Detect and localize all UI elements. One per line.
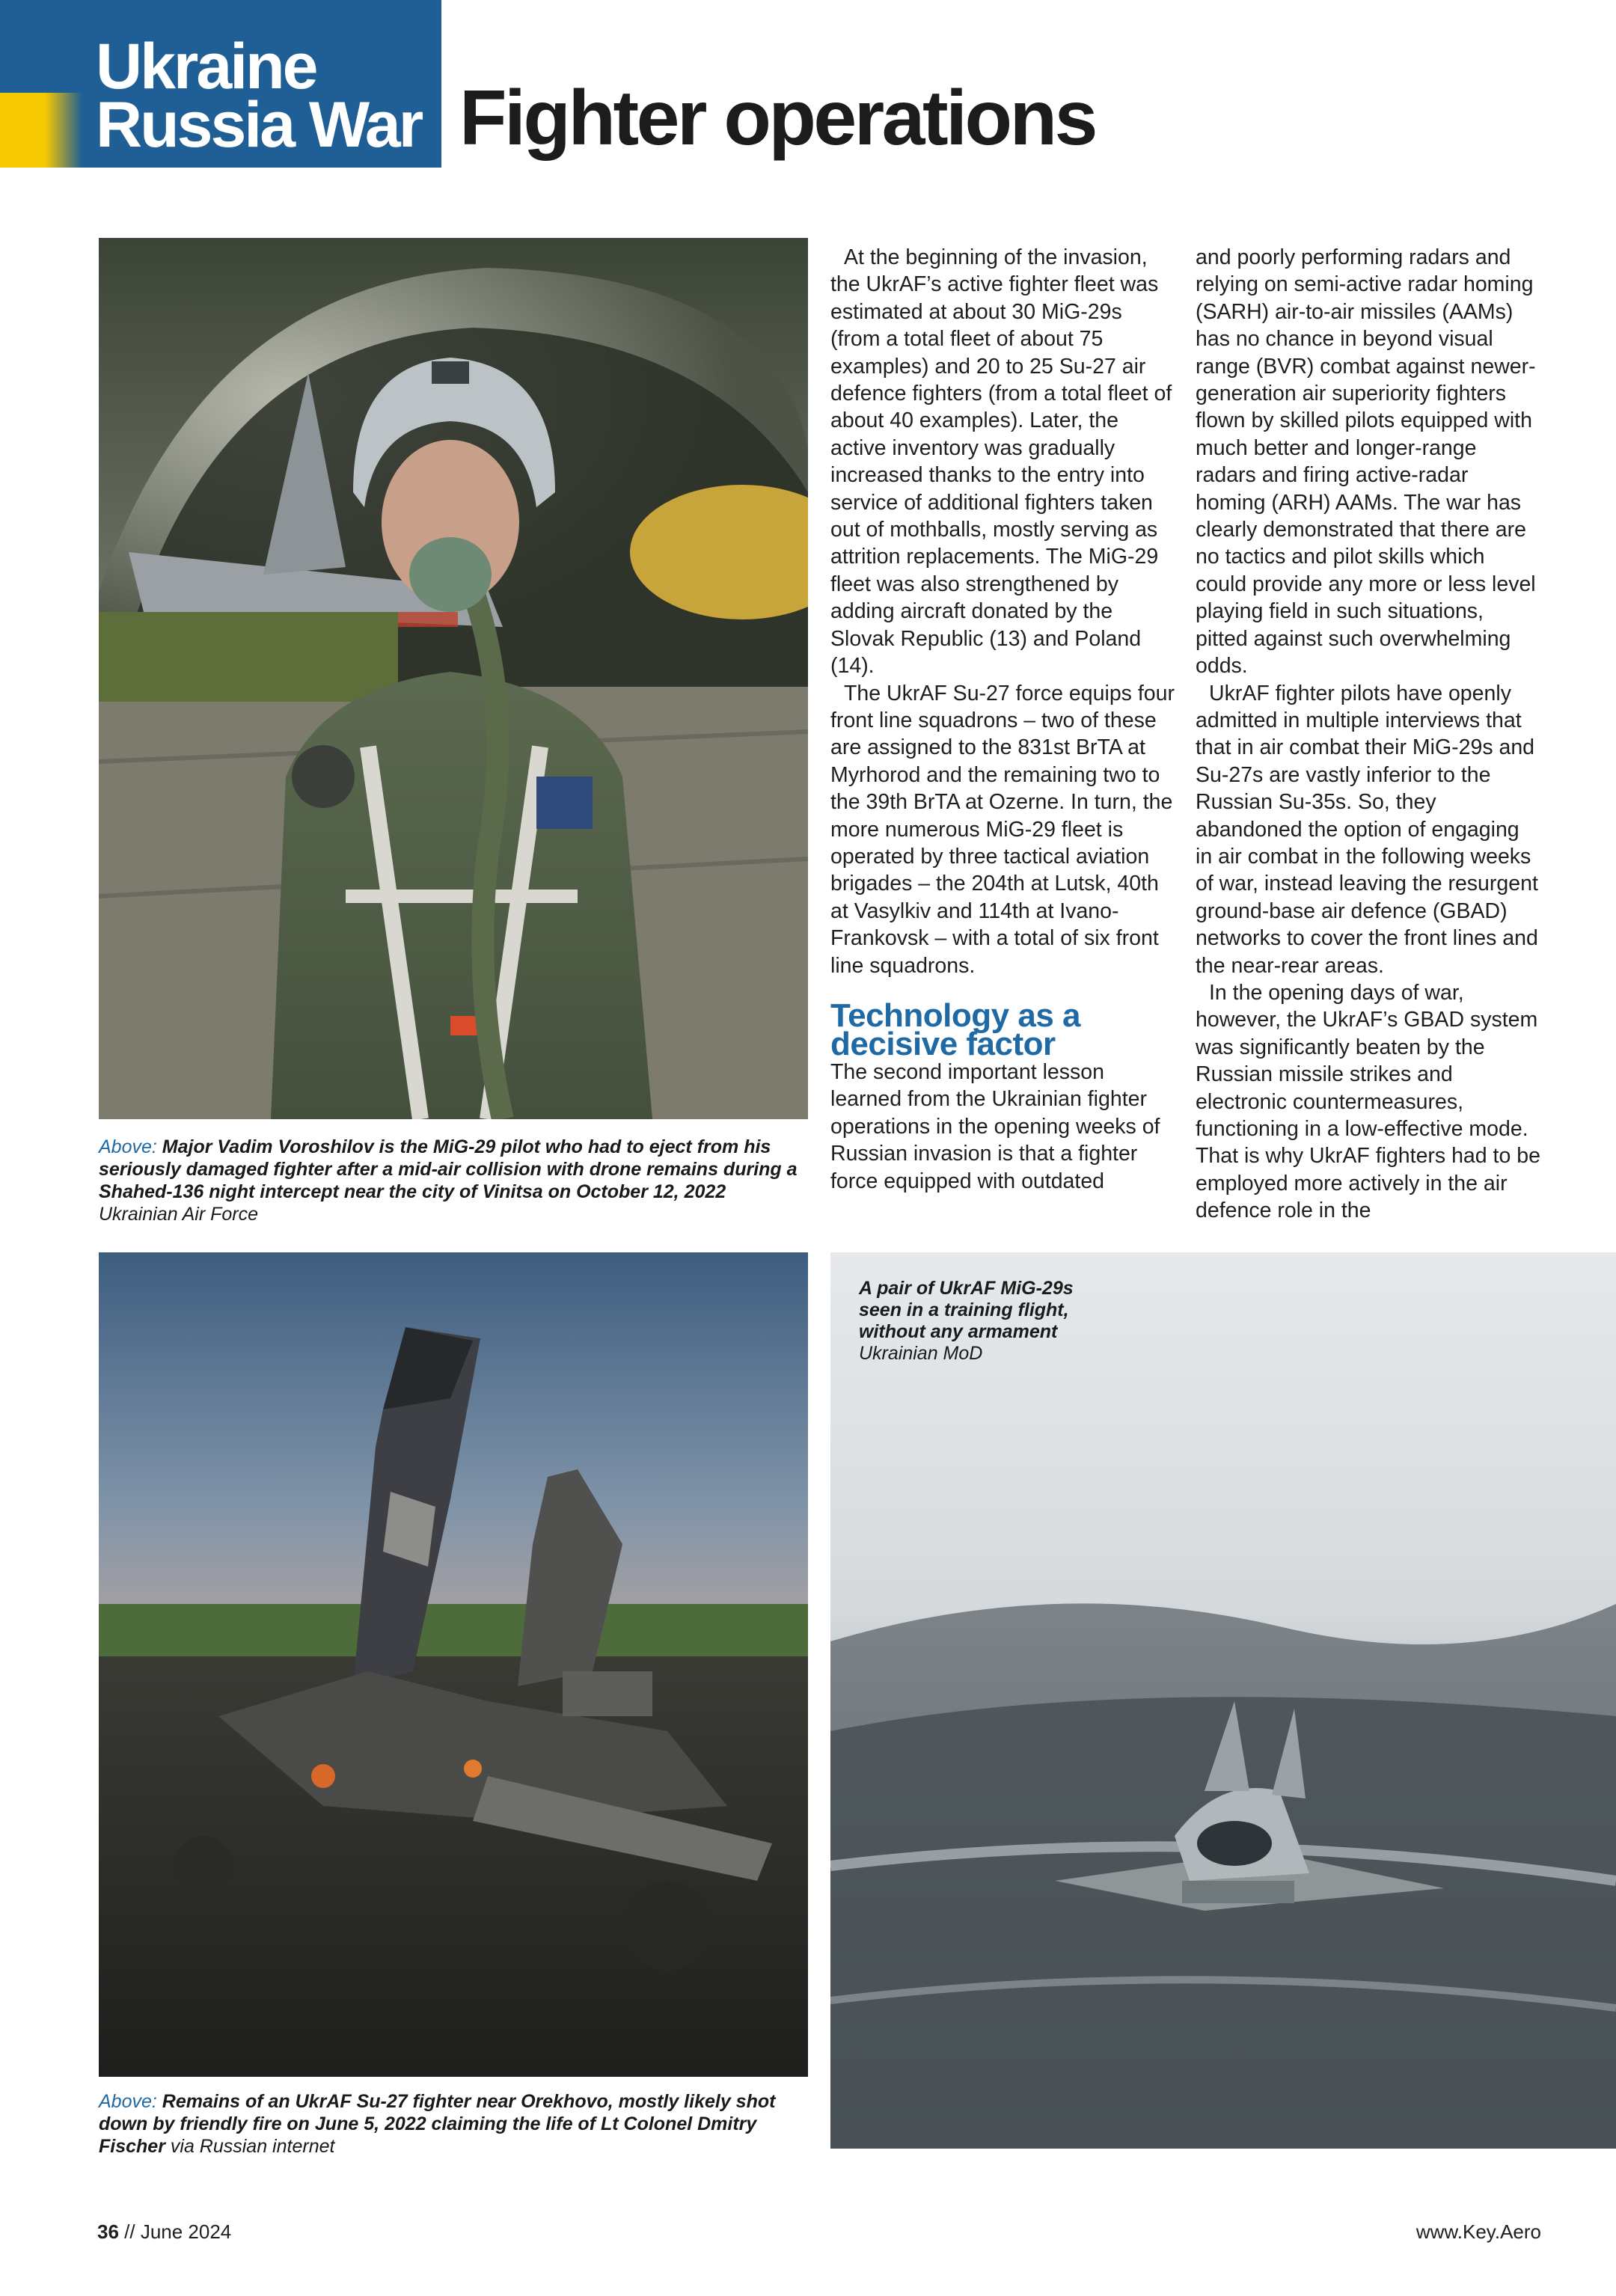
caption-text: A pair of UkrAF MiG-29s seen in a training flight, without any armament [859, 1278, 1074, 1342]
photo-credit: Ukrainian MoD [859, 1343, 983, 1364]
paragraph: In the opening days of war, however, the UkrAF’s GBAD system was significantly beaten by the Russian missile strikes and electronic countermeasures, functioning in a low-effective mode. That is why UkrAF fighters had to be employed more actively in the air defence role in the [1196, 980, 1540, 1223]
paragraph: and poorly performing radars and relying on semi-active radar homing (SARH) air-to-air missiles (AAMs) has no chance in beyond visual range (BVR) combat against newer-generation air superiority fighters flown by skilled pilots equipped with much better and longer-range radars and firing active-radar homing (ARH) AAMs. The war has clearly demonstrated that there are no tactics and pilot skills which could provide any more or less level playing field in such situations, pitted against such overwhelming odds. [1196, 245, 1536, 679]
photo-credit: Ukrainian Air Force [99, 1204, 259, 1225]
photo-credit: via Russian internet [170, 2136, 335, 2157]
paragraph: At the beginning of the invasion, the UkrAF’s active fighter fleet was estimated at about 30 MiG-29s (from a total fleet of about 75 examples) and 20 to 25 Su-27 air defence fighters (from a total fleet of about 40 examples). Later, the active inventory was gradually increased thanks to the entry into service of additional fighters taken out of mothballs, mostly serving as attrition replacements. The MiG-29 fleet was also strengthened by adding aircraft donated by the Slovak Republic (13) and Poland (14). [830, 245, 1172, 679]
caption-label: Above: [99, 2091, 157, 2112]
pilot-photo [99, 238, 808, 1119]
page-number: 36 [97, 2220, 119, 2243]
paragraph: The second important lesson learned from the Ukrainian fighter operations in the opening weeks of Russian invasion is that a fighter force equipped with outdated [830, 1059, 1160, 1193]
pilot-photo-caption [99, 1136, 802, 1225]
section-tag [0, 0, 441, 168]
website-url: www.Key.Aero [1415, 2220, 1541, 2243]
section-tag-line1: Ukraine [96, 31, 316, 102]
folio-separator: // [118, 2220, 141, 2243]
issue-date: June 2024 [140, 2220, 232, 2243]
page-folio [97, 2220, 231, 2244]
caption-text: Major Vadim Voroshilov is the MiG-29 pilot who had to eject from his seriously damaged fighter after a mid-air collision with drone remains during a Shahed-136 night intercept near the city of Vinitsa on October 12, 2022 [99, 1136, 798, 1202]
text-column-2 [1196, 244, 1541, 1225]
paragraph: The UkrAF Su-27 force equips four front line squadrons – two of these are assigned to the 831st BrTA at Myrhorod and the remaining two to the 39th BrTA at Ozerne. In turn, the more numerous MiG-29 fleet is operated by three tactical aviation brigades – the 204th at Lutsk, 40th at Vasylkiv and 114th at Ivano-Frankovsk – with a total of six front line squadrons. [830, 681, 1175, 978]
subheading: Technology as a decisive factor [830, 997, 1080, 1062]
paragraph: UkrAF fighter pilots have openly admitted in multiple interviews that that in air combat their MiG-29s and Su-27s are vastly inferior to the Russian Su-35s. So, they abandoned the option of engaging in air combat in the following weeks of war, instead leaving the resurgent ground-base air defence (GBAD) networks to cover the front lines and the near-rear areas. [1196, 681, 1538, 978]
mig-29-photo [830, 1252, 1616, 2149]
wreckage-photo [99, 1252, 808, 2077]
caption-text: Remains of an UkrAF Su-27 fighter near Orekhovo, mostly likely shot down by friendly fire on June 5, 2022 claiming the life of Lt Colonel Dmitry Fischer [99, 2091, 776, 2157]
text-column-1 [830, 244, 1176, 1195]
mig-photo-caption [859, 1278, 1106, 1365]
caption-label: Above: [99, 1136, 157, 1157]
wreckage-photo-caption [99, 2090, 802, 2158]
section-tag-line2: Russia War [96, 89, 422, 161]
page-title: Fighter operations [459, 75, 1095, 162]
flag-yellow-stripe [0, 93, 82, 168]
